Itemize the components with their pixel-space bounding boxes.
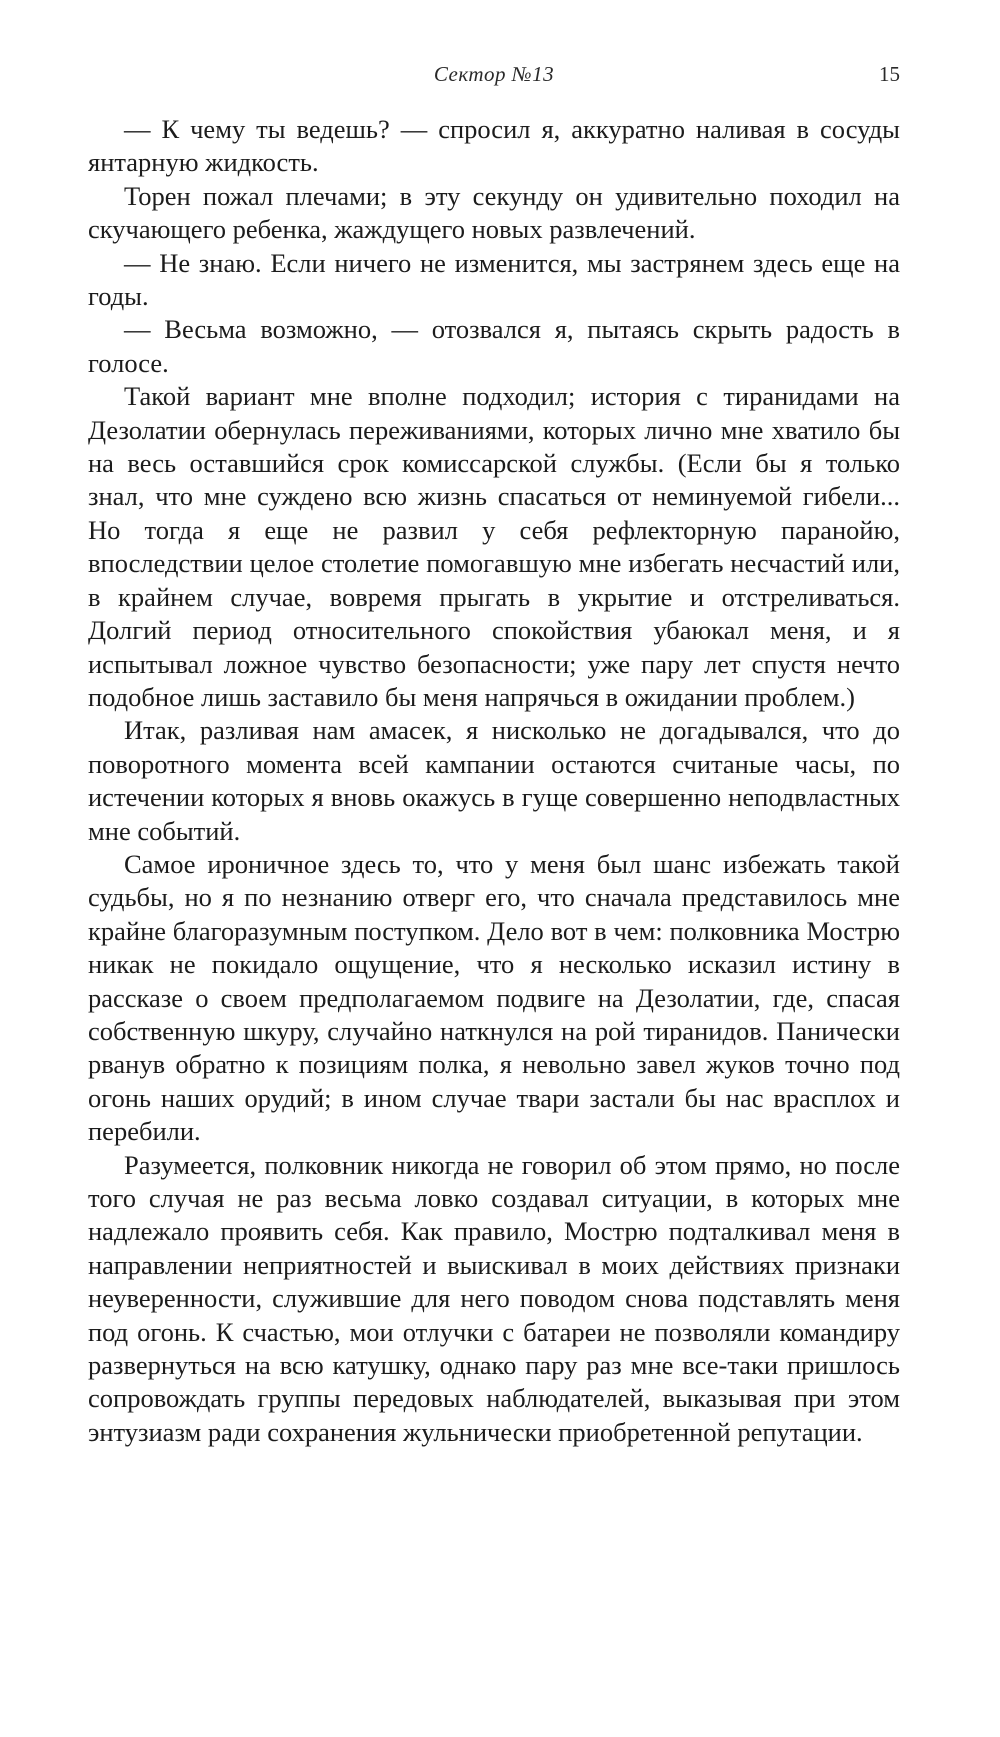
running-title: Сектор №13 — [433, 62, 555, 86]
paragraph-colonel: Разумеется, полковник никогда не говорил об этом прямо, но после того случая не раз весьма ловко создавал ситуации, в которых мне надлежало проявить себя. Как правило, Мострю подталкивал меня в направлении неприятностей и выискивал в моих действиях признаки неуверенности, служившие для него поводом снова подставлять меня под огонь. К счастью, мои отлучки с батареи не позволяли командиру развернуться на всю катушку, однако пару раз мне все-таки пришлось сопровождать группы передовых наблюдателей, выказывая при этом энтузиазм ради сохранения жульнически приобретенной репутации. — [88, 1149, 900, 1447]
paragraph-irony: Самое ироничное здесь то, что у меня был шанс избежать такой судьбы, но я по незнанию отверг его, что сначала представилось мне крайне благоразумным поступком. Дело вот в чем: полковника Мострю никак не покидало ощущение, что я несколько исказил истину в рассказе о своем предполагаемом подвиге на Дезолатии, где, спасая собственную шкуру, случайно наткнулся на рой тиранидов. Панически рванув обратно к позициям полка, я невольно завел жуков точно под огонь наших орудий; в ином случае твари застали бы нас врасплох и перебили. — [88, 848, 900, 1147]
paragraph-dialogue-3: — Весьма возможно, — отозвался я, пытаясь скрыть радость в голосе. — [88, 314, 900, 378]
text-body — [88, 113, 900, 1449]
paragraph-dialogue-1: — К чему ты ведешь? — спросил я, аккуратно наливая в сосуды янтарную жидкость. — [88, 114, 900, 178]
page-number: 15 — [879, 62, 900, 86]
paragraph-variant: Такой вариант мне вполне подходил; история с тиранидами на Дезолатии обернулась переживаниями, которых лично мне хватило бы на весь оставшийся срок комиссарской службы. (Если бы я только знал, что мне суждено всю жизнь спасаться от неминуемой гибели... Но тогда я еще не развил у себя рефлекторную паранойю, впоследствии целое столетие помогавшую мне избегать несчастий или, в крайнем случае, вовремя прыгать в укрытие и отстреливаться. Долгий период относительного спокойствия убаюкал меня, и я испытывал ложное чувство безопасности; уже пару лет спустя нечто подобное лишь заставило бы меня напрячься в ожидании проблем.) — [88, 381, 900, 712]
running-head — [88, 62, 900, 92]
paragraph-amasec: Итак, разливая нам амасек, я нисколько не догадывался, что до поворотного момента всей кампании остаются считаные часы, по истечении которых я вновь окажусь в гуще совершенно неподвластных мне событий. — [88, 715, 900, 846]
paragraph-toren-shrug: Торен пожал плечами; в эту секунду он удивительно походил на скучающего ребенка, жаждущего новых развлечений. — [88, 180, 900, 245]
paragraph-dialogue-2: — Не знаю. Если ничего не изменится, мы застрянем здесь еще на годы. — [88, 247, 900, 312]
